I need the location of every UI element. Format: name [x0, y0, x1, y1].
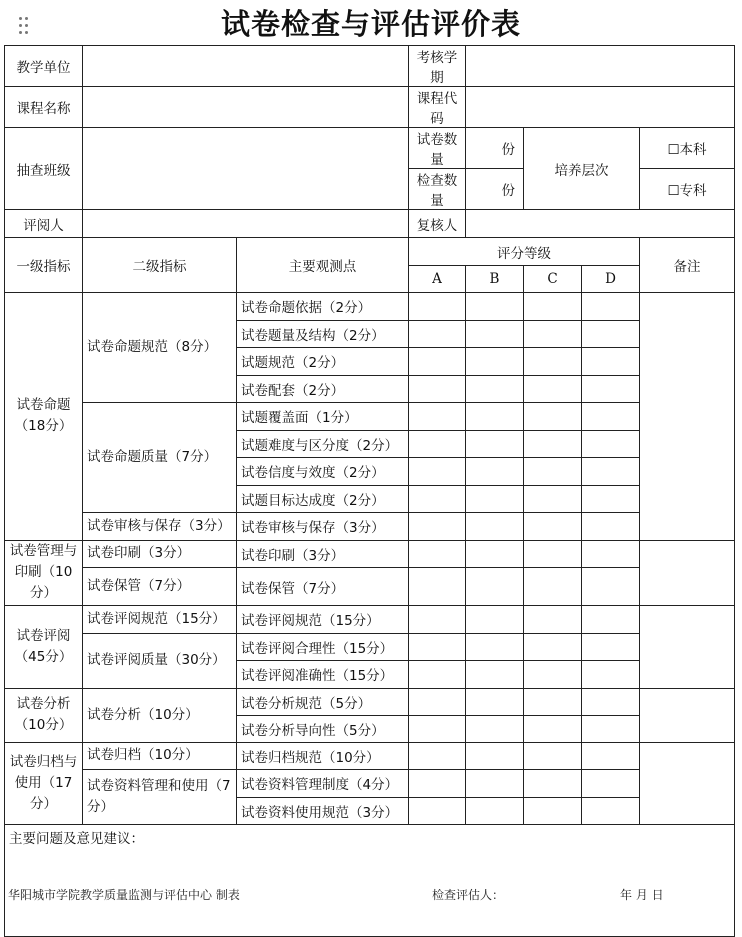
observation-point: 试卷分析导向性（5分）: [237, 715, 409, 742]
grade-a-cell[interactable]: [409, 513, 466, 541]
grade-c-cell[interactable]: [524, 458, 582, 486]
exam-term-field[interactable]: [466, 46, 735, 87]
grade-a-cell[interactable]: [409, 797, 466, 825]
level-option-undergraduate[interactable]: ☐本科: [640, 128, 735, 169]
grade-d-cell[interactable]: [582, 348, 640, 376]
observation-point: 试卷评阅准确性（15分）: [237, 661, 409, 689]
grade-b-cell[interactable]: [466, 661, 524, 689]
table-row: [5, 770, 735, 798]
notes-label: 主要问题及意见建议：: [9, 831, 144, 847]
observation-point: 试卷资料管理制度（4分）: [237, 770, 409, 798]
footer-maker: 华阳城市学院教学质量监测与评估中心 制表: [8, 888, 240, 902]
footer-inspector: 检查评估人：: [432, 888, 505, 902]
observation-point: 试卷审核与保存（3分）: [237, 513, 409, 541]
grade-c-cell[interactable]: [524, 770, 582, 798]
teaching-unit-field[interactable]: [83, 46, 409, 87]
observation-point: 试卷资料使用规范（3分）: [237, 797, 409, 825]
grade-a-cell[interactable]: [409, 540, 466, 568]
level2-indicator: 试卷分析（10分）: [83, 688, 237, 742]
grade-c-cell[interactable]: [524, 540, 582, 568]
grade-b-cell[interactable]: [466, 742, 524, 770]
grade-a-cell[interactable]: [409, 770, 466, 798]
col-header-level1: 一级指标: [5, 238, 83, 293]
grade-b-cell[interactable]: [466, 797, 524, 825]
level2-indicator: 试卷资料管理和使用（7分）: [83, 770, 237, 825]
reviewer-field[interactable]: [83, 210, 409, 238]
table-row: [5, 568, 735, 606]
check-count-label: 检查数量: [409, 169, 466, 210]
grade-a-cell[interactable]: [409, 485, 466, 513]
grade-d-cell[interactable]: [582, 403, 640, 431]
table-row: [5, 688, 735, 715]
grade-b-cell[interactable]: [466, 715, 524, 742]
course-code-field[interactable]: [466, 87, 735, 128]
grade-d-cell[interactable]: [582, 458, 640, 486]
grade-d-cell[interactable]: [582, 320, 640, 348]
rechecker-field[interactable]: [466, 210, 735, 238]
teaching-unit-label: 教学单位: [5, 46, 83, 87]
grade-b-header: B: [466, 266, 524, 293]
grade-c-cell[interactable]: [524, 606, 582, 634]
level-label: 培养层次: [524, 128, 640, 210]
grade-a-header: A: [409, 266, 466, 293]
grade-a-cell[interactable]: [409, 430, 466, 458]
grade-c-cell[interactable]: [524, 688, 582, 715]
grade-a-cell[interactable]: [409, 633, 466, 661]
grade-b-cell[interactable]: [466, 458, 524, 486]
grade-a-cell[interactable]: [409, 293, 466, 321]
level2-indicator: 试卷印刷（3分）: [83, 540, 237, 568]
grade-d-cell[interactable]: [582, 293, 640, 321]
grade-d-cell[interactable]: [582, 770, 640, 798]
course-code-label: 课程代码: [409, 87, 466, 128]
level2-indicator: 试卷命题规范（8分）: [83, 293, 237, 403]
grade-b-cell[interactable]: [466, 348, 524, 376]
level2-indicator: 试卷命题质量（7分）: [83, 403, 237, 513]
check-count-field[interactable]: [466, 169, 524, 210]
grade-c-cell[interactable]: [524, 513, 582, 541]
grade-c-header: C: [524, 266, 582, 293]
col-header-grade: 评分等级: [409, 238, 640, 266]
grade-b-cell[interactable]: [466, 293, 524, 321]
grade-a-cell[interactable]: [409, 320, 466, 348]
grade-a-cell[interactable]: [409, 568, 466, 606]
grade-a-cell[interactable]: [409, 375, 466, 403]
grade-a-cell[interactable]: [409, 403, 466, 431]
grade-c-cell[interactable]: [524, 320, 582, 348]
exam-term-label: 考核学期: [409, 46, 466, 87]
observation-point: 试卷题量及结构（2分）: [237, 320, 409, 348]
grade-d-cell[interactable]: [582, 513, 640, 541]
grade-a-cell[interactable]: [409, 348, 466, 376]
grade-a-cell[interactable]: [409, 606, 466, 634]
footer: [8, 886, 738, 900]
grade-c-cell[interactable]: [524, 348, 582, 376]
grade-d-cell[interactable]: [582, 485, 640, 513]
level1-indicator: 试卷归档与使用（17分）: [5, 742, 83, 825]
evaluation-table: [4, 45, 735, 937]
grade-a-cell[interactable]: [409, 688, 466, 715]
grade-a-cell[interactable]: [409, 661, 466, 689]
course-name-field[interactable]: [83, 87, 409, 128]
unit-label: 份: [501, 183, 515, 199]
grade-d-cell[interactable]: [582, 375, 640, 403]
grade-d-cell[interactable]: [582, 742, 640, 770]
grade-b-cell[interactable]: [466, 513, 524, 541]
grade-b-cell[interactable]: [466, 375, 524, 403]
grade-a-cell[interactable]: [409, 458, 466, 486]
grade-b-cell[interactable]: [466, 688, 524, 715]
table-row: [5, 540, 735, 568]
observation-point: 试题难度与区分度（2分）: [237, 430, 409, 458]
class-label: 抽查班级: [5, 128, 83, 210]
grade-c-cell[interactable]: [524, 430, 582, 458]
grade-d-cell[interactable]: [582, 715, 640, 742]
paper-count-label: 试卷数量: [409, 128, 466, 169]
grade-d-cell[interactable]: [582, 688, 640, 715]
grade-c-cell[interactable]: [524, 661, 582, 689]
observation-point: 试卷印刷（3分）: [237, 540, 409, 568]
grade-b-cell[interactable]: [466, 485, 524, 513]
course-name-label: 课程名称: [5, 87, 83, 128]
grade-d-cell[interactable]: [582, 430, 640, 458]
table-row: [5, 742, 735, 770]
level2-indicator: 试卷审核与保存（3分）: [83, 513, 237, 541]
col-header-observation: 主要观测点: [237, 238, 409, 293]
reviewer-label: 评阅人: [5, 210, 83, 238]
grade-c-cell[interactable]: [524, 742, 582, 770]
paper-count-field[interactable]: [466, 128, 524, 169]
grade-b-cell[interactable]: [466, 633, 524, 661]
grade-b-cell[interactable]: [466, 403, 524, 431]
grade-d-cell[interactable]: [582, 797, 640, 825]
table-row: [5, 606, 735, 634]
observation-point: 试题规范（2分）: [237, 348, 409, 376]
observation-point: 试卷信度与效度（2分）: [237, 458, 409, 486]
level2-indicator: 试卷保管（7分）: [83, 568, 237, 606]
grade-c-cell[interactable]: [524, 293, 582, 321]
grade-c-cell[interactable]: [524, 633, 582, 661]
observation-point: 试题覆盖面（1分）: [237, 403, 409, 431]
observation-point: 试题目标达成度（2分）: [237, 485, 409, 513]
grade-b-cell[interactable]: [466, 320, 524, 348]
level1-indicator: 试卷管理与印刷（10分）: [5, 540, 83, 606]
observation-point: 试卷评阅规范（15分）: [237, 606, 409, 634]
grade-d-cell[interactable]: [582, 606, 640, 634]
table-row: [5, 293, 735, 321]
level-option-junior-college[interactable]: ☐专科: [640, 169, 735, 210]
grade-b-cell[interactable]: [466, 568, 524, 606]
grade-d-header: D: [582, 266, 640, 293]
grade-c-cell[interactable]: [524, 485, 582, 513]
grade-c-cell[interactable]: [524, 375, 582, 403]
grade-d-cell[interactable]: [582, 633, 640, 661]
grade-d-cell[interactable]: [582, 661, 640, 689]
footer-date: 年 月 日: [620, 888, 664, 902]
notes-area[interactable]: [5, 825, 735, 937]
grade-b-cell[interactable]: [466, 430, 524, 458]
remarks-cell[interactable]: [640, 606, 735, 689]
grade-c-cell[interactable]: [524, 568, 582, 606]
col-header-remarks: 备注: [640, 238, 735, 293]
level2-indicator: 试卷评阅规范（15分）: [83, 606, 237, 634]
page-title: 试卷检查与评估评价表: [220, 7, 521, 41]
remarks-cell[interactable]: [640, 293, 735, 541]
rechecker-label: 复核人: [409, 210, 466, 238]
grade-d-cell[interactable]: [582, 540, 640, 568]
table-row: [5, 633, 735, 661]
grade-d-cell[interactable]: [582, 568, 640, 606]
level2-indicator: 试卷归档（10分）: [83, 742, 237, 770]
table-row: [5, 513, 735, 541]
level1-indicator: 试卷分析（10分）: [5, 688, 83, 742]
observation-point: 试卷归档规范（10分）: [237, 742, 409, 770]
remarks-cell[interactable]: [640, 688, 735, 742]
unit-label: 份: [501, 142, 515, 158]
grade-b-cell[interactable]: [466, 606, 524, 634]
grade-b-cell[interactable]: [466, 540, 524, 568]
remarks-cell[interactable]: [640, 742, 735, 825]
class-field[interactable]: [83, 128, 409, 210]
grade-b-cell[interactable]: [466, 770, 524, 798]
observation-point: 试卷保管（7分）: [237, 568, 409, 606]
col-header-level2: 二级指标: [83, 238, 237, 293]
grade-a-cell[interactable]: [409, 715, 466, 742]
level2-indicator: 试卷评阅质量（30分）: [83, 633, 237, 688]
level1-indicator: 试卷命题（18分）: [5, 293, 83, 541]
remarks-cell[interactable]: [640, 540, 735, 606]
observation-point: 试卷配套（2分）: [237, 375, 409, 403]
observation-point: 试卷命题依据（2分）: [237, 293, 409, 321]
level1-indicator: 试卷评阅（45分）: [5, 606, 83, 689]
table-row: [5, 403, 735, 431]
observation-point: 试卷分析规范（5分）: [237, 688, 409, 715]
grade-c-cell[interactable]: [524, 403, 582, 431]
grade-c-cell[interactable]: [524, 797, 582, 825]
grade-a-cell[interactable]: [409, 742, 466, 770]
observation-point: 试卷评阅合理性（15分）: [237, 633, 409, 661]
grade-c-cell[interactable]: [524, 715, 582, 742]
